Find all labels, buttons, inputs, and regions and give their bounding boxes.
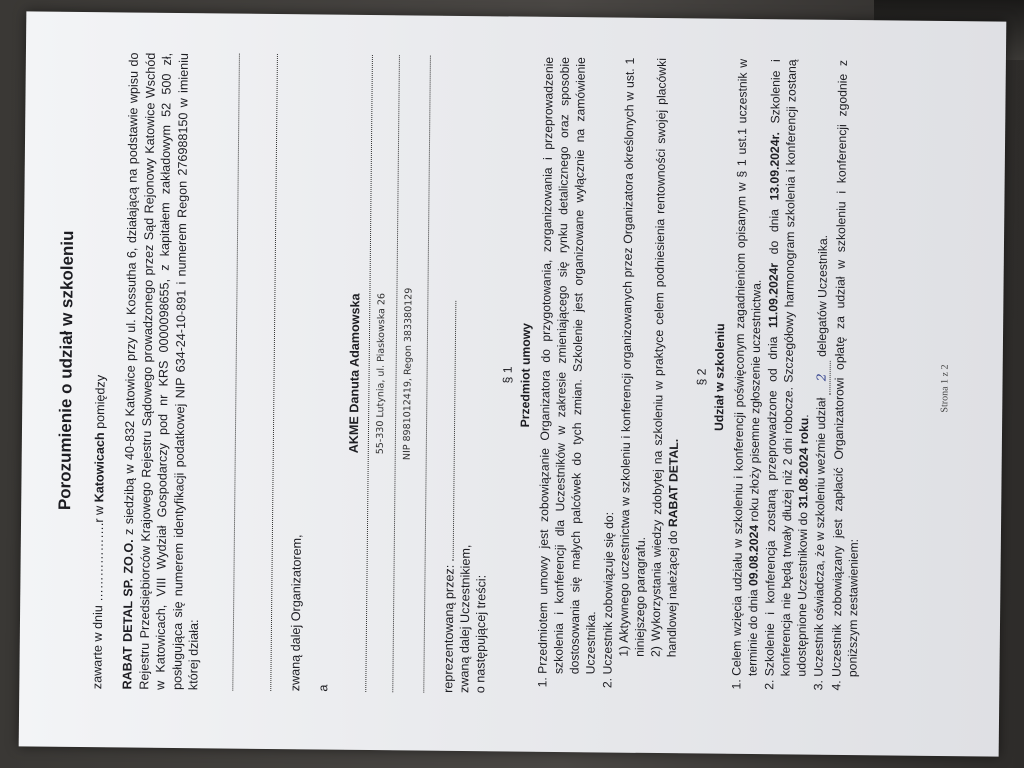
participant-ids: NIP 8981012419, Regon 383380129 — [401, 287, 415, 461]
page-footer: Strona 1 z 2 — [939, 364, 951, 413]
handwritten-number: 2 — [814, 373, 829, 382]
organizer-label: zwaną dalej Organizatorem, — [287, 534, 304, 692]
section-1-title: Przedmiot umowy — [517, 322, 533, 428]
section-2-title: Udział w szkoleniu — [711, 323, 727, 432]
sub-list-item: 1) Aktywnego uczestnictwa w szkoleniu i konferencji organizowanych przez Organizatora określonych w ust. 1 niniejszego paragrafu. — [616, 57, 648, 657]
organizer-paragraph — [119, 52, 208, 690]
participant-address: 55-330 Lutynia, ul. Piaskowska 26 — [374, 292, 387, 455]
signature-line — [218, 53, 240, 690]
intro-line — [89, 52, 112, 689]
content-label: o następującej treści: — [472, 574, 488, 694]
section-1-list — [534, 57, 686, 695]
organizer-details: z siedzibą w 40-832 Katowice przy ul. Kossutha 6, działającą na podstawie wpisu do Rejestru Przedsiębiorców Krajowego Rejestru Sądowego prowadzonego przez Sąd Rejonowy Katowice Wschód w Katowicach, VIII Wydział Gospodarczy pod nr KRS 0000098655, z kapitałem zakładowym 52 500 zł, posługująca się numerem identyfikacji podatkowej NIP 634-24-10-891 i numerem Regon 276988150 w imieniu której działa: — [121, 52, 202, 691]
participant-name: AKME Danuta Adamowska — [346, 293, 362, 454]
sub-list — [615, 58, 685, 676]
list-item: 3. Uczestnik oświadcza, że w szkoleniu weźmie udział 2 delegatów Uczestnika. — [810, 60, 833, 677]
sub-list-item: 2) Wykorzystania wiedzy zdobytej na szkoleniu w praktyce celem podniesienia rentowności swojej placówki handlowej należącej do RABAT DETAL. — [648, 57, 681, 658]
list-item: 2. Szkolenie i konferencja zostaną przeprowadzone od dnia 11.09.2024r do dnia 13.09.2024r. Szkolenie i konferencja nie będą trwały dłużej niż 2 dni robocze. Szczegółowy harmonogram szkolenia i konferencji zostaną udostępnione Uczestnikowi do 31.08.2024 roku. — [761, 59, 815, 676]
document-page — [19, 11, 1007, 756]
list-item: 1. Przedmiotem umowy jest zobowiązanie Organizatora do przygotowania, zorganizowania i przeprowadzenie szkolenia i konferencji dla Uczestników w zakresie zmieniającego się rynku detalicznego oraz sposobie dostosowania się małych palcówek do tych zmian. Szkolenie jest organizowane wyłącznie na zamówienie Uczestnika. — [534, 57, 604, 675]
and-label: a — [315, 684, 330, 692]
signature-line — [256, 54, 278, 691]
organizer-name: RABAT DETAL SP. ZO.O. — [120, 539, 136, 690]
intro-city: Katowicach — [92, 432, 107, 503]
list-item: 2. Uczestnik zobowiązuje się do: 1) Aktywnego uczestnictwa w szkoleniu i konferencji organizowanych przez Organizatora określonych w ust. 1 niniejszego paragrafu. 2) Wykorzystania wiedzy zdobytej na szkoleniu w praktyce celem podniesienia rentowności swojej placówki handlowej należącej do RABAT DETAL. — [599, 57, 685, 675]
list-item: 4. Uczestnik zobowiązany jest zapłacić Organizatorowi opłatę za udział w szkoleniu i konferencji zgodnie z poniższym zestawieniem: — [828, 60, 866, 677]
section-2-list — [728, 59, 867, 697]
participant-block — [337, 55, 431, 693]
intro-suffix: pomiędzy — [92, 374, 108, 433]
intro-prefix: zawarte w dniu ……………….r w — [90, 502, 107, 690]
section-1-number: § 1 — [500, 366, 515, 384]
list-item: 1. Celem wzięcia udziału w szkoleniu i konferencji poświęconym zagadnieniom opisanym w § 1 ust.1 uczestnik w terminie do dnia 09.08.2024 roku złoży pisemne zgłoszenie uczestnictwa. — [728, 59, 766, 676]
section-2-number: § 2 — [693, 368, 709, 386]
represented-by-line: reprezentowaną przez: — [440, 56, 463, 693]
participant-label: zwaną dalej Uczestnikiem, — [456, 544, 473, 694]
document-title: Porozumienie o udział w szkoleniu — [55, 230, 78, 511]
